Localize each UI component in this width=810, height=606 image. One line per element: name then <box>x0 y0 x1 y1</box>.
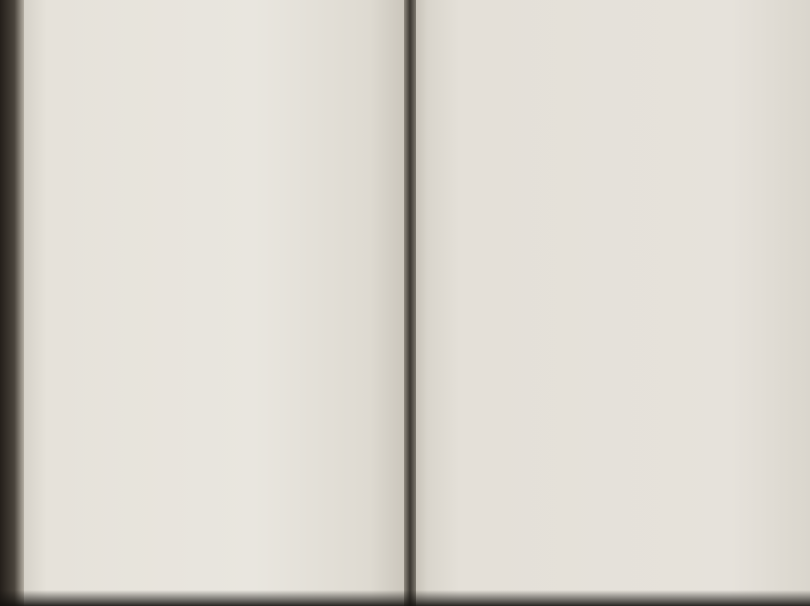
book-edge <box>0 0 24 606</box>
right-page <box>412 0 810 606</box>
bottom-shadow <box>0 590 810 606</box>
left-page <box>24 0 408 606</box>
book-gutter <box>404 0 416 606</box>
